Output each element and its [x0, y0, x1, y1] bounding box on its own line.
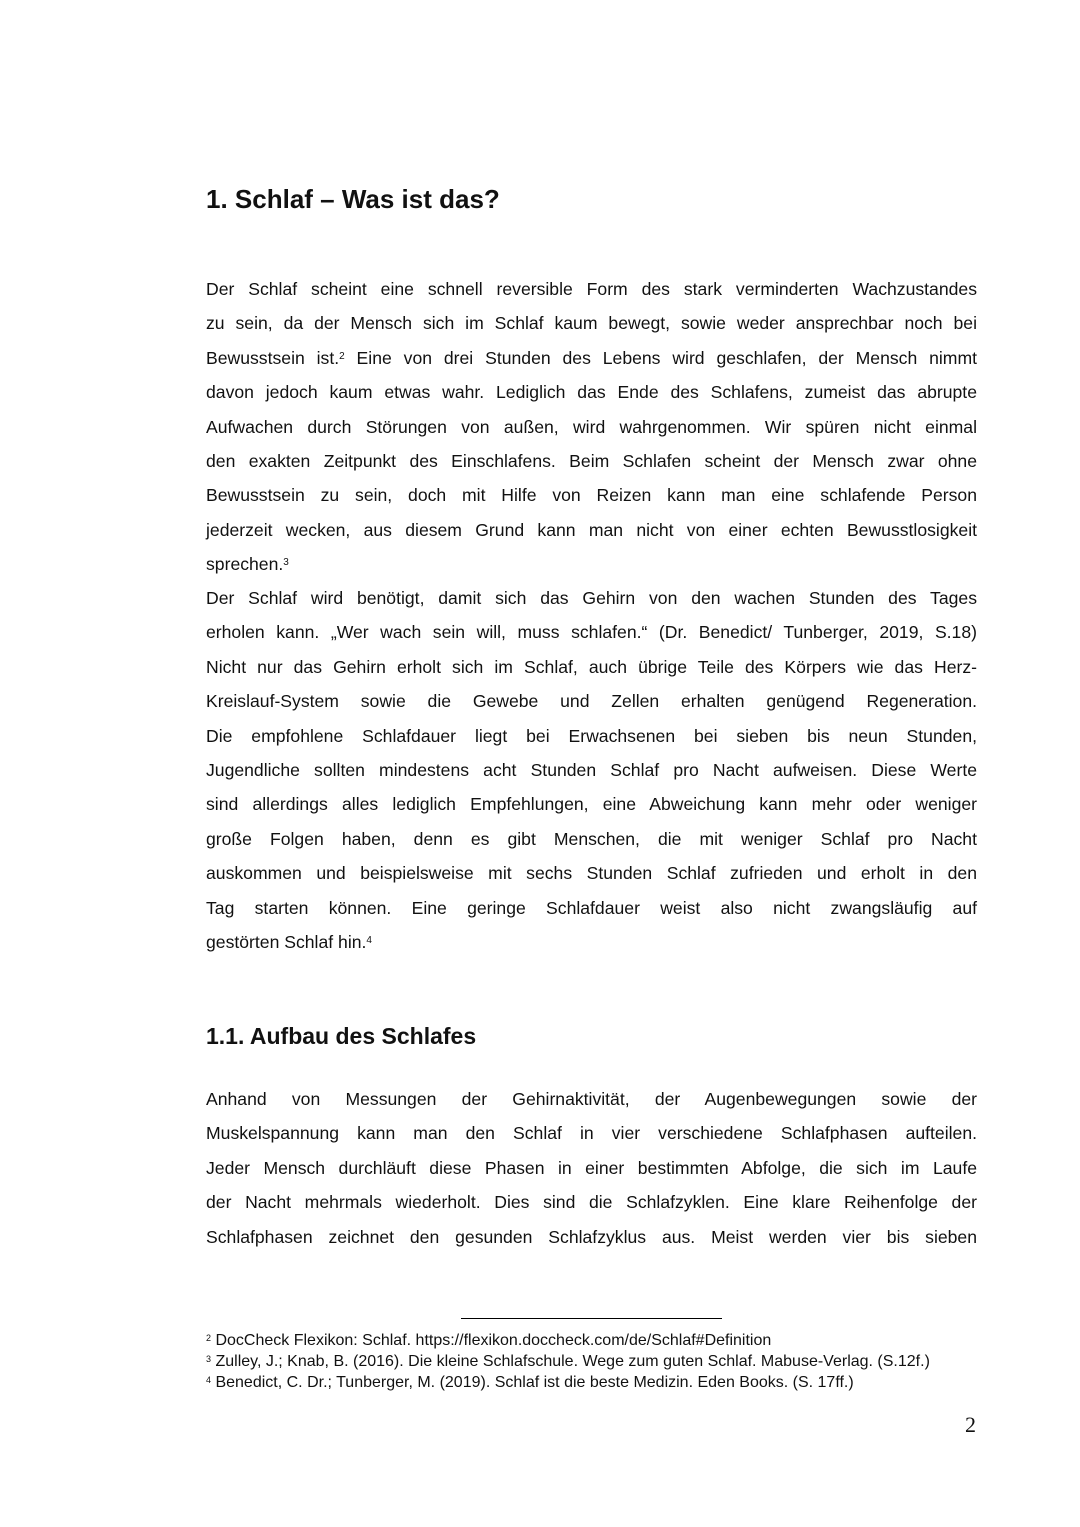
- text-line: [206, 306, 977, 340]
- text-line: [206, 753, 977, 787]
- section-heading: 1. Schlaf – Was ist das?: [206, 184, 500, 214]
- text-segment: Nicht nur das Gehirn erholt sich im Schlaf, auch übrige Teile des Körpers wie das Herz-: [206, 656, 977, 677]
- text-line: [206, 1082, 977, 1116]
- text-line: [206, 547, 977, 581]
- text-line: [206, 1220, 977, 1254]
- text-line: [206, 822, 977, 856]
- text-segment: gestörten Schlaf hin.: [206, 931, 367, 952]
- footnote-number: 3: [206, 1354, 212, 1364]
- text-segment: auskommen und beispielsweise mit sechs Stunden Schlaf zufrieden und erholt in den: [206, 863, 977, 884]
- text-segment: davon jedoch kaum etwas wahr. Lediglich das Ende des Schlafens, zumeist das abrupte: [206, 382, 977, 403]
- text-line: [206, 272, 977, 306]
- text-line: [206, 444, 977, 478]
- text-segment: Jeder Mensch durchläuft diese Phasen in einer bestimmten Abfolge, die sich im Laufe: [206, 1157, 977, 1178]
- footnote-ref[interactable]: 3: [283, 557, 289, 569]
- text-segment: Tag starten können. Eine geringe Schlafdauer weist also nicht zwangsläufig auf: [206, 897, 977, 918]
- text-line: [206, 341, 977, 375]
- footnote: [206, 1372, 977, 1393]
- footnote-number: 4: [206, 1375, 212, 1385]
- text-line: [206, 787, 977, 821]
- text-line: [206, 925, 977, 959]
- text-segment: Die empfohlene Schlafdauer liegt bei Erwachsenen bei sieben bis neun Stunden,: [206, 725, 977, 746]
- text-segment: Muskelspannung kann man den Schlaf in vier verschiedene Schlafphasen aufteilen.: [206, 1123, 977, 1144]
- paragraph: [206, 1082, 977, 1254]
- footnote-text: DocCheck Flexikon: Schlaf. https://flexikon.doccheck.com/de/Schlaf#Definition: [211, 1332, 772, 1349]
- text-segment: Der Schlaf scheint eine schnell reversible Form des stark verminderten Wachzustandes: [206, 279, 977, 299]
- text-line: [206, 719, 977, 753]
- text-segment: Bewusstsein zu sein, doch mit Hilfe von Reizen kann man eine schlafende Person: [206, 485, 977, 506]
- footnotes: [206, 1330, 977, 1393]
- text-segment: Eine von drei Stunden des Lebens wird geschlafen, der Mensch nimmt: [344, 347, 977, 368]
- text-segment: Schlafphasen zeichnet den gesunden Schlafzyklus aus. Meist werden vier bis sieben: [206, 1226, 977, 1247]
- text-segment: zu sein, da der Mensch sich im Schlaf kaum bewegt, sowie weder ansprechbar noch bei: [206, 313, 977, 334]
- text-segment: sprechen.: [206, 554, 284, 575]
- text-line: [206, 1151, 977, 1185]
- text-line: [206, 856, 977, 890]
- text-segment: Bewusstsein ist.: [206, 347, 340, 368]
- text-segment: den exakten Zeitpunkt des Einschlafens. Beim Schlafen scheint der Mensch zwar ohne: [206, 450, 977, 471]
- text-line: [206, 410, 977, 444]
- text-line: [206, 375, 977, 409]
- text-segment: Der Schlaf wird benötigt, damit sich das Gehirn von den wachen Stunden des Tages: [206, 588, 977, 608]
- footnote-text: Zulley, J.; Knab, B. (2016). Die kleine Schlafschule. Wege zum guten Schlaf. Mabuse-Verlag. (S.12f.): [211, 1353, 930, 1370]
- paragraph: [206, 272, 977, 582]
- text-segment: Kreislauf-System sowie die Gewebe und Zellen erhalten genügend Regeneration.: [206, 691, 977, 712]
- text-line: [206, 581, 977, 615]
- footnote-ref[interactable]: 4: [366, 934, 372, 946]
- text-line: [206, 650, 977, 684]
- text-line: [206, 1116, 977, 1150]
- footnote: [206, 1330, 977, 1351]
- footnote-ref[interactable]: 2: [339, 350, 345, 362]
- footnote-number: 2: [206, 1333, 212, 1343]
- paragraph: [206, 581, 977, 959]
- text-line: [206, 891, 977, 925]
- text-segment: sind allerdings alles lediglich Empfehlungen, eine Abweichung kann mehr oder weniger: [206, 794, 977, 815]
- text-segment: der Nacht mehrmals wiederholt. Dies sind die Schlafzyklen. Eine klare Reihenfolge der: [206, 1192, 977, 1213]
- text-line: [206, 615, 977, 649]
- footnote-text: Benedict, C. Dr.; Tunberger, M. (2019). Schlaf ist die beste Medizin. Eden Books. (S. 17ff.): [211, 1374, 854, 1391]
- page-number: 2: [965, 1412, 976, 1437]
- text-line: [206, 1185, 977, 1219]
- text-line: [206, 513, 977, 547]
- text-segment: Aufwachen durch Störungen von außen, wird wahrgenommen. Wir spüren nicht einmal: [206, 416, 977, 437]
- text-line: [206, 684, 977, 718]
- text-line: [206, 478, 977, 512]
- text-segment: große Folgen haben, denn es gibt Menschen, die mit weniger Schlaf pro Nacht: [206, 828, 977, 849]
- text-segment: jederzeit wecken, aus diesem Grund kann man nicht von einer echten Bewusstlosigkeit: [206, 519, 977, 540]
- footnote-separator: [461, 1318, 722, 1319]
- text-segment: Jugendliche sollten mindestens acht Stunden Schlaf pro Nacht aufweisen. Diese Werte: [206, 759, 977, 780]
- footnote: [206, 1351, 977, 1372]
- text-segment: erholen kann. „Wer wach sein will, muss schlafen.“ (Dr. Benedict/ Tunberger, 2019, S.18): [206, 622, 977, 643]
- subsection-heading: 1.1. Aufbau des Schlafes: [206, 1023, 477, 1049]
- text-segment: Anhand von Messungen der Gehirnaktivität, der Augenbewegungen sowie der: [206, 1089, 977, 1109]
